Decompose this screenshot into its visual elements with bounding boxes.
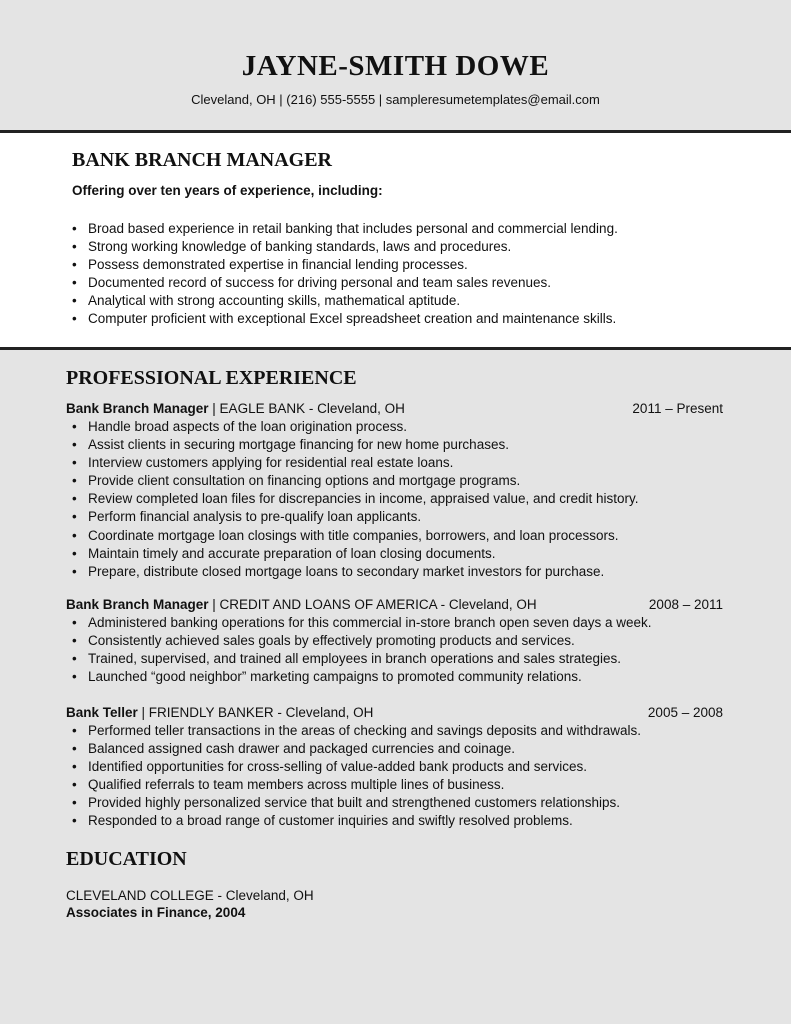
job-bullet: • Responded to a broad range of customer inquiries and swiftly resolved problems.: [66, 812, 723, 830]
education-heading: EDUCATION: [66, 848, 187, 870]
job-bullet: • Launched “good neighbor” marketing campaigns to promoted community relations.: [66, 668, 723, 686]
job-company: | CREDIT AND LOANS OF AMERICA - Cleveland, OH: [208, 597, 537, 612]
summary-bullet: • Strong working knowledge of banking standards, laws and procedures.: [66, 238, 618, 256]
job-bullet: • Coordinate mortgage loan closings with title companies, borrowers, and loan processors.: [66, 527, 723, 545]
job-title: Bank Branch Manager: [66, 597, 209, 612]
summary-bullet: • Possess demonstrated expertise in financial lending processes.: [66, 256, 618, 274]
summary-bullet: • Computer proficient with exceptional Excel spreadsheet creation and maintenance skills.: [66, 310, 618, 328]
education-school: CLEVELAND COLLEGE - Cleveland, OH: [66, 888, 314, 903]
job-bullet: • Interview customers applying for residential real estate loans.: [66, 454, 723, 472]
job-bullet: • Provided highly personalized service that built and strengthened customers relationships.: [66, 794, 723, 812]
job-entry: [66, 596, 723, 686]
job-bullet: • Handle broad aspects of the loan origination process.: [66, 418, 723, 436]
job-bullet: • Qualified referrals to team members across multiple lines of business.: [66, 776, 723, 794]
summary-intro: Offering over ten years of experience, including:: [72, 183, 383, 198]
job-dates: 2008 – 2011: [648, 597, 723, 612]
job-bullet: • Consistently achieved sales goals by effectively promoting products and services.: [66, 632, 723, 650]
job-bullets: [66, 722, 723, 831]
job-header: [66, 704, 723, 722]
job-entry: [66, 400, 723, 581]
job-bullet: • Trained, supervised, and trained all employees in branch operations and sales strategies.: [66, 650, 723, 668]
job-company: | EAGLE BANK - Cleveland, OH: [208, 401, 405, 416]
summary-bullet: • Broad based experience in retail banking that includes personal and commercial lending.: [66, 220, 618, 238]
job-bullet: • Performed teller transactions in the areas of checking and savings deposits and withdrawals.: [66, 722, 723, 740]
job-header: [66, 400, 723, 418]
contact-info: Cleveland, OH | (216) 555-5555 | sampleresumetemplates@email.com: [191, 92, 600, 107]
summary-bullet: • Documented record of success for driving personal and team sales revenues.: [66, 274, 618, 292]
education-degree: Associates in Finance, 2004: [66, 905, 246, 920]
job-bullet: • Provide client consultation on financing options and mortgage programs.: [66, 472, 723, 490]
candidate-name: JAYNE-SMITH DOWE: [241, 50, 550, 82]
job-header: [66, 596, 723, 614]
job-bullets: [66, 418, 723, 581]
summary-section: [0, 133, 791, 348]
experience-heading: PROFESSIONAL EXPERIENCE: [66, 367, 357, 389]
job-bullet: • Administered banking operations for this commercial in-store branch open seven days a week.: [66, 614, 723, 632]
job-bullet: • Perform financial analysis to pre-qualify loan applicants.: [66, 508, 723, 526]
summary-bullet: • Analytical with strong accounting skills, mathematical aptitude.: [66, 292, 618, 310]
divider: [0, 347, 791, 350]
job-bullet: • Review completed loan files for discrepancies in income, appraised value, and credit history.: [66, 490, 723, 508]
job-title: Bank Branch Manager: [66, 401, 209, 416]
job-bullet: • Assist clients in securing mortgage financing for new home purchases.: [66, 436, 723, 454]
job-title: Bank Teller: [66, 705, 138, 720]
job-bullet: • Maintain timely and accurate preparation of loan closing documents.: [66, 545, 723, 563]
job-entry: [66, 704, 723, 831]
job-company: | FRIENDLY BANKER - Cleveland, OH: [137, 705, 374, 720]
job-bullet: • Prepare, distribute closed mortgage loans to secondary market investors for purchase.: [66, 563, 723, 581]
summary-list: [66, 220, 618, 329]
job-bullets: [66, 614, 723, 686]
job-dates: 2005 – 2008: [647, 705, 723, 720]
job-bullet: • Identified opportunities for cross-selling of value-added bank products and services.: [66, 758, 723, 776]
header: [0, 0, 791, 131]
job-dates: 2011 – Present: [632, 401, 723, 416]
job-bullet: • Balanced assigned cash drawer and packaged currencies and coinage.: [66, 740, 723, 758]
summary-title: BANK BRANCH MANAGER: [72, 149, 332, 171]
